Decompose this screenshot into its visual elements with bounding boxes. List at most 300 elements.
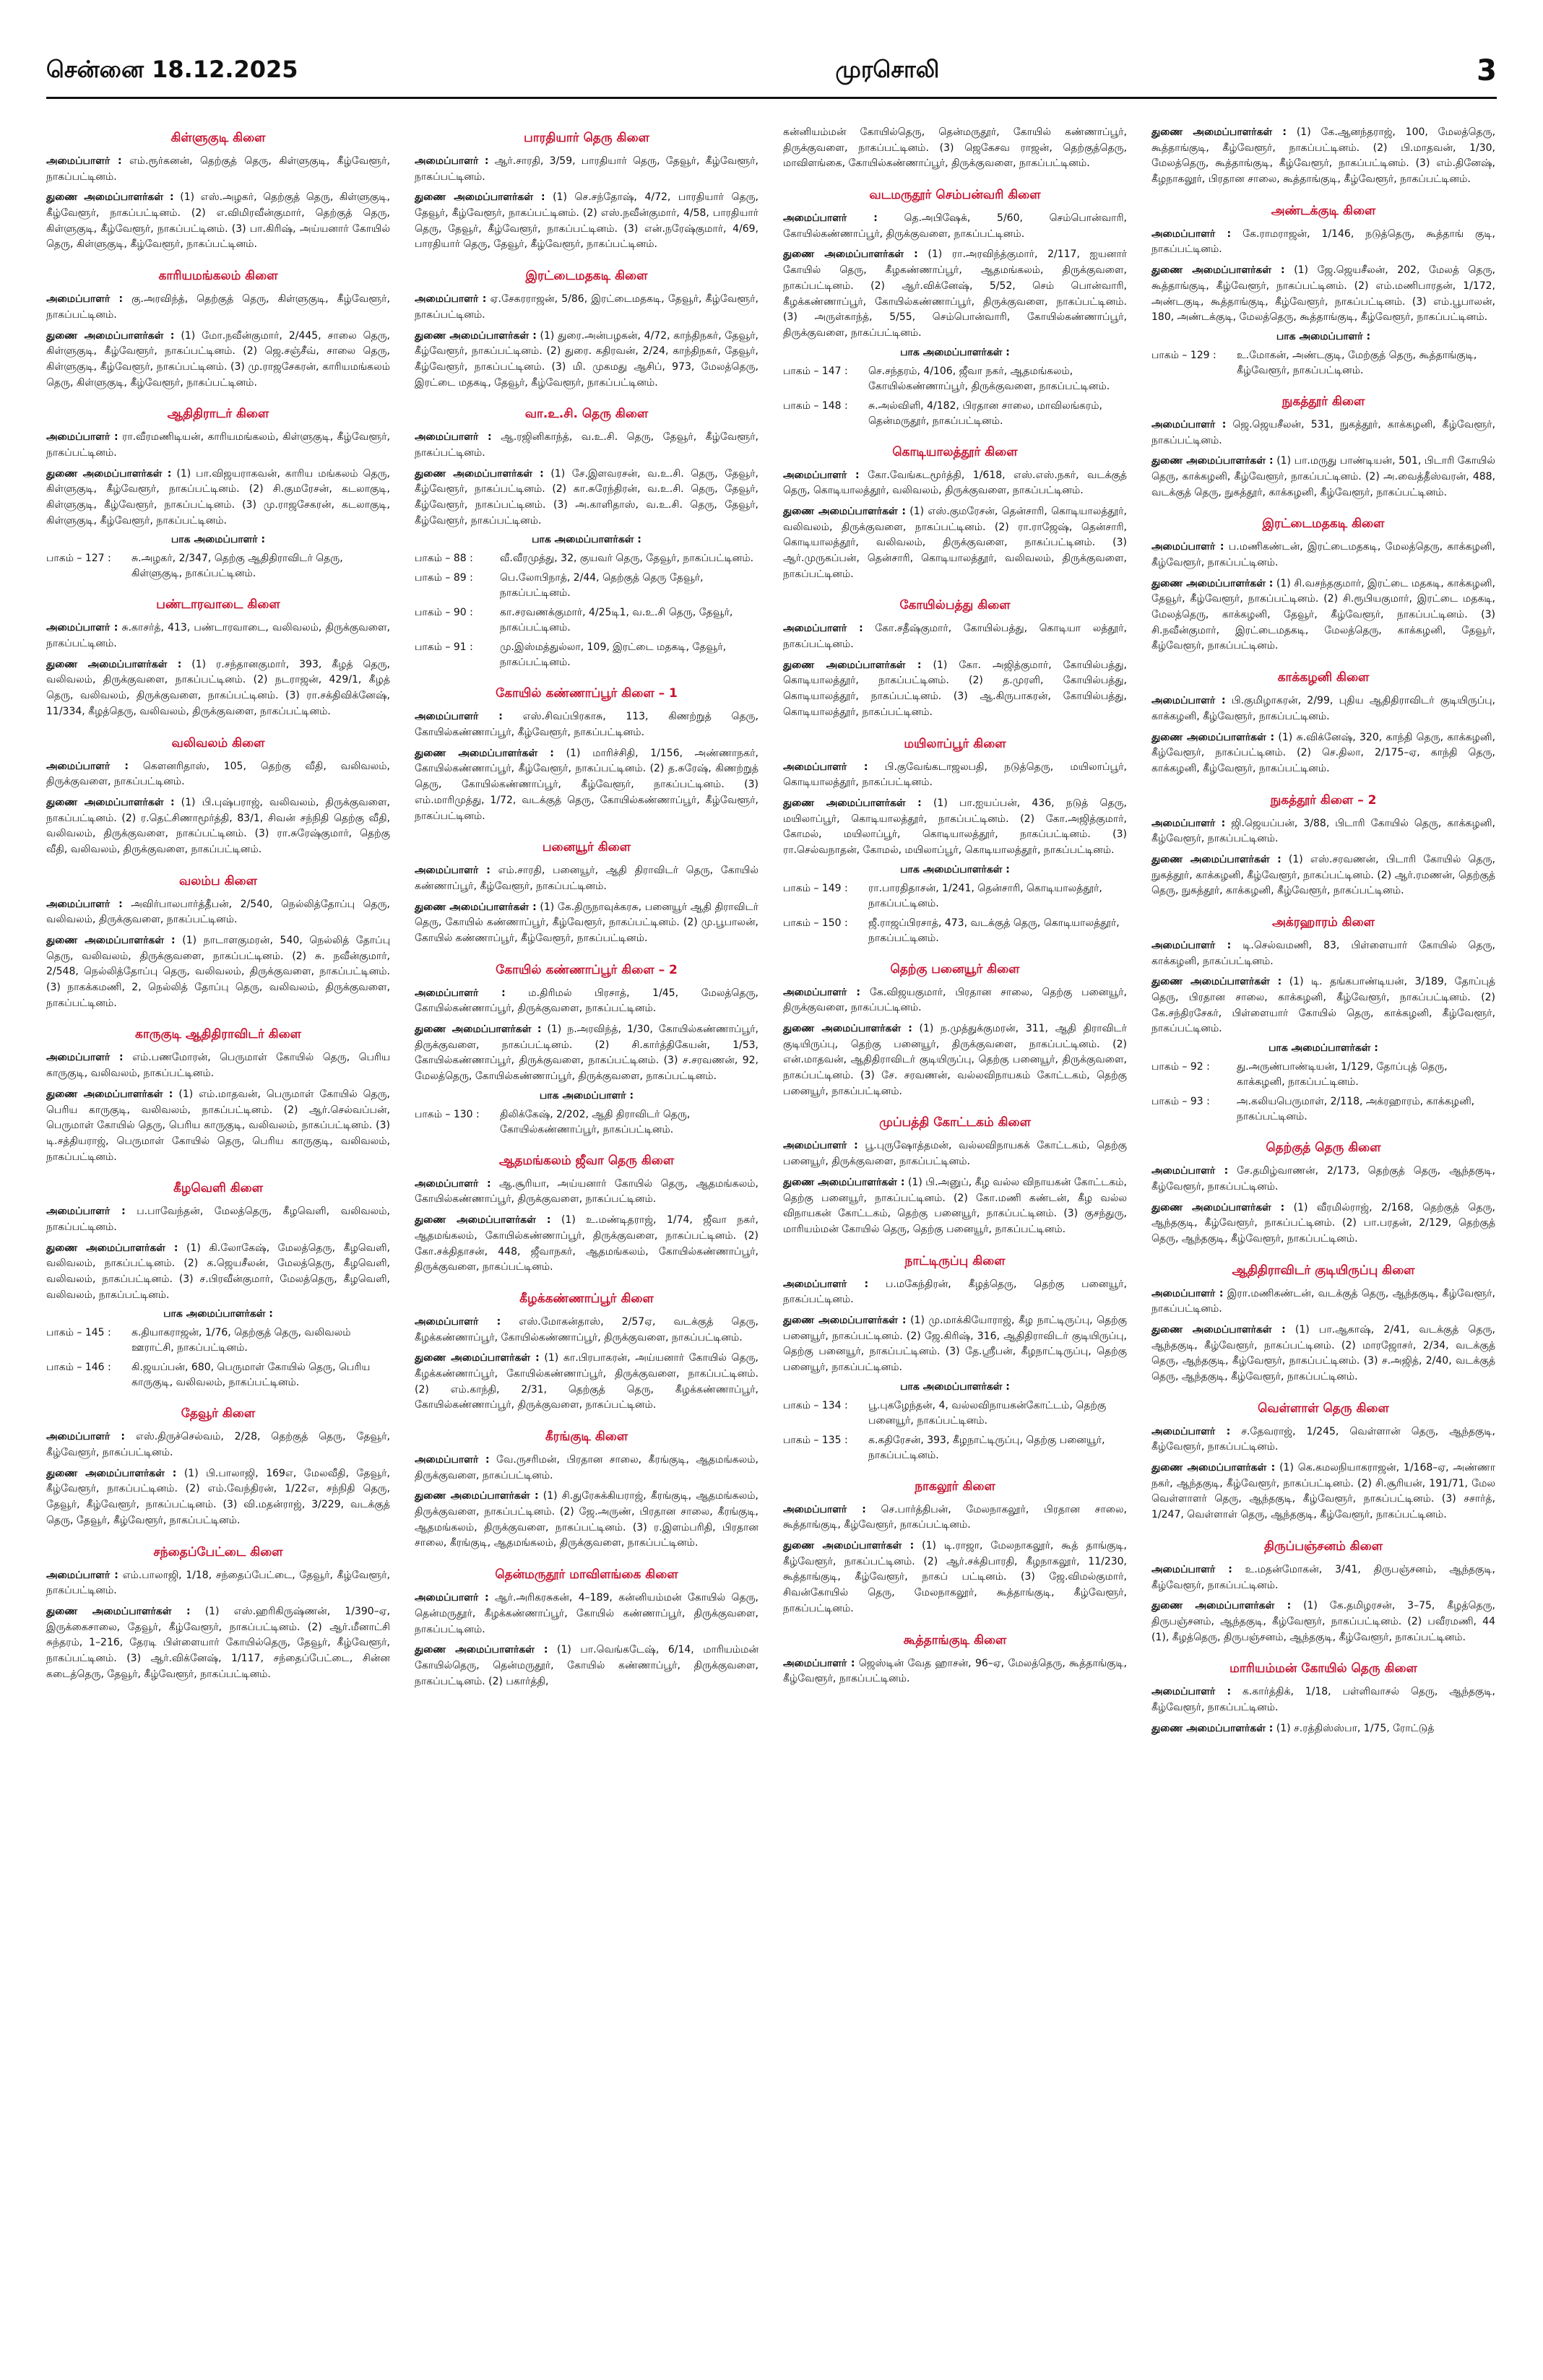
organiser-label: அமைப்பாளர் :	[46, 1206, 126, 1218]
branch-section	[415, 1429, 758, 1552]
organiser-label: அமைப்பாளர் :	[415, 155, 489, 167]
paper-name: முரசொலி	[835, 56, 940, 83]
deputies-label: துணை அமைப்பாளர்கள் :	[1151, 853, 1281, 865]
deputies-label: துணை அமைப்பாளர்கள் :	[46, 1605, 191, 1617]
deputies-label: துணை அமைப்பாளர்கள் :	[415, 747, 554, 759]
deputies-value: (1) கோ. அஜித்குமார், கோயில்பத்து, கொடியாலத்தூர், நாகப்பட்டினம். (2) த.முரளி, கோயில்பத்து, கொடியாலத்தூர், நாகப்பட்டினம். (3) ஆ.கிருபாகரன், கோயில்பத்து, கொடியாலத்தூர், நாகப்பட்டினம்.	[783, 659, 1128, 718]
branch-title: கூத்தாங்குடி கிளை	[903, 1632, 1007, 1648]
deputies-label: துணை அமைப்பாளர்கள் :	[783, 1176, 905, 1188]
organiser-label: அமைப்பாளர் :	[783, 1140, 858, 1152]
issue-date: சென்னை 18.12.2025	[46, 56, 298, 83]
deputies-value: (1) எஸ்.அழகர், தெற்குத் தெரு, கிள்ளுகுடி, கீழ்வேளூர், நாகப்பட்டினம். (2) எ.விமிரவீன்குமார், தெற்குத் தெரு, கிள்ளுகுடி, கீழ்வேளூர், நாகப்பட்டினம். (3) பா.கிரிஷ், அய்யனார் கோயில் தெரு, கிள்ளுகுடி, கீழ்வேளூர், நாகப்பட்டினம்.	[46, 191, 391, 251]
deputies-entry	[415, 329, 758, 391]
section-head-name: பெ.லோபிநாத், 2/44, தெற்குத் தெரு தேவூர், நாகப்பட்டினம்.	[500, 572, 704, 600]
organiser-label: அமைப்பாளர் :	[783, 1657, 855, 1669]
section-row	[783, 916, 1127, 946]
organiser-value: உ.மதன்மோகன், 3/41, திருபஞ்சனம், ஆந்தகுடி, கீழ்வேளூர், நாகப்பட்டினம்.	[1151, 1563, 1495, 1591]
branch-title: கோயில் கண்ணாப்பூர் கிளை – 2	[496, 962, 678, 977]
deputies-entry	[415, 1022, 758, 1085]
organiser-entry	[1151, 1164, 1495, 1195]
deputies-entry	[783, 247, 1127, 341]
branch-title: கீழக்கண்ணாப்பூர் கிளை	[519, 1291, 654, 1306]
section-head-name: ஜீ.ராஜப்பிரசாத், 473, வடக்குத் தெரு, கொடியாலத்தூர், நாகப்பட்டினம்.	[868, 917, 1120, 944]
deputies-label: துணை அமைப்பாளர்கள் :	[783, 505, 906, 517]
deputies-entry	[46, 467, 390, 529]
section-row	[46, 1360, 390, 1390]
branch-title: வலம்ப கிளை	[179, 873, 257, 888]
section-head-name: திலிக்கேஷ், 2/202, ஆதி திராவிடர் தெரு, கோயில்கண்ணாப்பூர், நாகப்பட்டினம்.	[500, 1108, 691, 1135]
organiser-entry	[415, 1315, 758, 1346]
section-heads-heading: பாக அமைப்பாளர்கள் :	[900, 863, 1010, 875]
deputies-value: (1) பி.பாலாஜி, 169எ, மேலவீதி, தேவூர், கீழ்வேளூர், நாகப்பட்டினம். (2) எம்.வேந்திரன், 1/22எ, சந்நிதி தெரு, தேவூர், கீழ்வேளூர், நாகப்பட்டினம். (3) வி.மதன்ராஜ், 3/229, வடக்குத் தெரு, தேவூர், கீழ்வேளூர், நாகப்பட்டினம்.	[46, 1467, 390, 1526]
deputies-value: (1) சு.விக்னேஷ், 320, காந்தி தெரு, காக்கழனி, கீழ்வேளூர், நாகப்பட்டினம். (2) செ.திலா, 2/175–ஏ, காந்தி தெரு, காக்கழனி, கீழ்வேளூர், நாகப்பட்டினம்.	[1151, 731, 1495, 774]
deputies-value: (1) வீரமில்ராஜ், 2/168, தெற்குத் தெரு, ஆந்தகுடி, கீழ்வேளூர், நாகப்பட்டினம். (2) பா.பரதன், 2/129, தெற்குத் தெரு, ஆந்தகுடி, கீழ்வேளூர், நாகப்பட்டினம்.	[1151, 1201, 1495, 1245]
section-row	[1151, 1060, 1495, 1090]
section-row	[1151, 1094, 1495, 1125]
organiser-label: அமைப்பாளர் :	[46, 293, 124, 306]
organiser-entry	[1151, 816, 1495, 847]
organiser-label: அமைப்பாளர் :	[415, 293, 487, 306]
deputies-label: துணை அமைப்பாளர்கள் :	[46, 1088, 173, 1100]
organiser-value: ப.மணிகண்டன், இரட்டைமதகடி, மேலத்தெரு, காக்கழனி, கீழ்வேளூர், நாகப்பட்டினம்.	[1151, 541, 1495, 568]
organiser-value: செ.பார்த்திபன், மேலநாகலூர், பிரதான சாலை, கூத்தாங்குடி, கீழ்வேளூர், நாகப்பட்டினம்.	[783, 1503, 1127, 1531]
organiser-value: எம்.பணமோரன், பெருமாள் கோயில் தெரு, பெரிய காருகுடி, வலிவலம், நாகப்பட்டினம்.	[46, 1052, 390, 1080]
deputies-entry	[415, 467, 758, 529]
branch-section	[46, 736, 390, 858]
branch-title: நாகலூர் கிளை	[915, 1479, 995, 1494]
branch-title: கீழவெளி கிளை	[173, 1181, 264, 1196]
deputies-entry	[415, 1489, 758, 1552]
deputies-value: (1) கே.திருநாவுக்கரசு, பனையூர் ஆதி திராவிடர் தெரு, கோயில் கண்ணாப்பூர், கீழ்வேளூர், நாகப்பட்டினம். (2) மு.பூபாலன், கோயில் கண்ணாப்பூர், கீழ்வேளூர், நாகப்பட்டினம்.	[415, 901, 758, 944]
branch-title: கொடியாலத்தூர் கிளை	[892, 444, 1018, 459]
branch-title: தேவூர் கிளை	[181, 1406, 256, 1421]
deputies-label: துணை அமைப்பாளர்கள் :	[783, 1540, 915, 1552]
branch-section	[46, 1406, 390, 1528]
organiser-label: அமைப்பாளர் :	[415, 865, 490, 877]
deputies-entry	[415, 1213, 758, 1276]
section-heads-heading: பாக அமைப்பாளர் :	[1276, 330, 1371, 342]
organiser-entry	[46, 1568, 390, 1599]
deputies-entry	[1151, 1461, 1495, 1523]
branch-title: வெள்ளாள் தெரு கிளை	[1258, 1401, 1389, 1416]
branch-title: நாட்டிருப்பு கிளை	[904, 1253, 1006, 1268]
deputies-entry	[46, 933, 390, 1011]
masthead	[46, 45, 1497, 99]
branch-title: இரட்டைமதகடி கிளை	[1262, 516, 1385, 532]
deputies-label: துணை அமைப்பாளர்கள் :	[46, 935, 176, 946]
organiser-label: அமைப்பாளர் :	[1151, 228, 1232, 240]
organiser-entry	[1151, 540, 1495, 571]
branch-section	[783, 445, 1127, 583]
branch-title: மயிலாப்பூர் கிளை	[904, 736, 1006, 751]
deputies-value: (1) துரை.அன்பழகன், 4/72, காந்திநகர், தேவூர், கீழ்வேளூர், நாகப்பட்டினம். (2) துரை. கதிரவன், 2/24, காந்திநகர், தேவூர், கீழ்வேளூர், நாகப்பட்டினம். (3) மி. முகமது ஆசிப், 973, மேலத்தெரு, இரட்டை மதகடி, தேவூர், கீழ்வேளூர், நாகப்பட்டினம்.	[415, 329, 759, 389]
section-number: பாகம் – 145 :	[46, 1327, 111, 1339]
organiser-value: டி.செல்வமணி, 83, பிள்ளையார் கோயில் தெரு, காக்கழனி, நாகப்பட்டினம்.	[1151, 940, 1495, 967]
branch-section	[1151, 1263, 1495, 1385]
organiser-label: அமைப்பாளர் :	[46, 431, 118, 443]
branch-section	[1151, 394, 1495, 501]
organiser-label: அமைப்பாளர் :	[1151, 1563, 1232, 1575]
organiser-label: அமைப்பாளர் :	[783, 986, 861, 998]
deputies-label: துணை அமைப்பாளர்கள் :	[1151, 577, 1274, 589]
column-3	[783, 125, 1127, 1752]
section-number: பாகம் – 149 :	[783, 882, 848, 894]
organiser-entry	[1151, 1424, 1495, 1455]
section-row	[783, 1398, 1127, 1429]
deputies-value: (1) சே.இளவரசன், வ.உ.சி. தெரு, தேவூர், கீழ்வேளூர், நாகப்பட்டினம். (2) கா.சுரேந்திரன், வ.உ.சி. தெரு, தேவூர், கீழ்வேளூர், நாகப்பட்டினம். (3) அ.காளிதாஸ், வ.உ.சி. தெரு, தேவூர், கீழ்வேளூர், நாகப்பட்டினம்.	[415, 467, 758, 527]
organiser-value: பி.குமிழாகரன், 2/99, புதிய ஆதிதிராவிடர் குடியிருப்பு, காக்கழனி, கீழ்வேளூர், நாகப்பட்டினம்.	[1151, 695, 1495, 722]
organiser-label: அமைப்பாளர் :	[415, 1592, 489, 1604]
organiser-value: ம.திரிமல் பிரசாத், 1/45, மேலத்தெரு, கோயில்கண்ணாப்பூர், திருக்குவளை, நாகப்பட்டினம்.	[415, 987, 758, 1015]
branch-title: மாரியம்மன் கோயில் தெரு கிளை	[1229, 1661, 1417, 1676]
deputies-entry	[1151, 1721, 1495, 1737]
deputies-label: துணை அமைப்பாளர்கள் :	[1151, 264, 1285, 277]
organiser-entry	[1151, 227, 1495, 258]
branch-section	[46, 269, 390, 391]
deputies-label: துணை அமைப்பாளர்கள் :	[415, 191, 545, 204]
branch-title: முப்பத்தி கோட்டகம் கிளை	[879, 1115, 1031, 1130]
organiser-entry	[415, 430, 758, 461]
organiser-value: இரா.மணிகண்டன், வடக்குத் தெரு, ஆந்தகுடி, கீழ்வேளூர், நாகப்பட்டினம்.	[1151, 1287, 1495, 1315]
deputies-value: (1) எஸ்.ஹரிகிருஷ்ணன், 1/390–ஏ, இருக்கைசாலை, தேவூர், கீழ்வேளூர், நாகப்பட்டினம். (2) ஆர்.மீனாட்சி சுந்தரம், 1–216, தேரடி பிள்ளையார் கோயில்தெரு, தேவூர், கீழ்வேளூர், நாகப்பட்டினம். (3) ஆர்.விக்னேஷ், 1/117, சந்தைப்பேட்டை, சின்ன கடைத்தெரு, தேவூர், கீழ்வேளூர், நாகப்பட்டினம்.	[46, 1605, 390, 1680]
section-heads-heading: பாக அமைப்பாளர்கள் :	[163, 1308, 273, 1320]
organiser-entry	[415, 292, 758, 323]
organiser-entry	[46, 1429, 390, 1461]
section-row	[783, 1433, 1127, 1463]
deputies-label: துணை அமைப்பாளர்கள் :	[783, 1023, 912, 1034]
organiser-label: அமைப்பாளர் :	[1151, 541, 1224, 553]
deputies-value: (1) மு.மாக்கியோராஜ், கீழ நாட்டிருப்பு, தெற்கு பனையூர், நாகப்பட்டினம். (2) ஜே.கிரிஷ், 316, ஆதிதிராவிடர் குடியிருப்பு, தெற்கு பனையூர், நாகப்பட்டினம். (3) தே.ஸ்ரீபன், கீழநாட்டிருப்பு, தெற்கு பனையூர், நாகப்பட்டினம்.	[783, 1314, 1128, 1373]
organiser-entry	[1151, 693, 1495, 724]
branch-title: கிள்ளுகுடி கிளை	[170, 131, 266, 145]
organiser-label: அமைப்பாளர் :	[415, 987, 506, 999]
deputies-label: துணை அமைப்பாளர்கள் :	[415, 467, 544, 480]
deputies-value: (1) டி.ராஜா, மேலநாகலூர், கூத் தாங்குடி, கீழ்வேளூர், நாகப்பட்டினம். (2) ஆர்.சக்திபாரதி, கீழநாகலூர், 11/230, கூத்தாங்குடி, கீழ்வேளூர், நாகப் பட்டினம். (3) ஜே.விமல்குமார், சிவன்கோயில் தெரு, மேலநாகலூர், கூத்தாங்குடி, கீழ்வேளூர், நாகப்பட்டினம்.	[783, 1540, 1127, 1614]
organiser-entry	[46, 430, 390, 461]
branch-section	[415, 269, 758, 391]
organiser-label: அமைப்பாளர் :	[783, 761, 868, 773]
branch-section	[1151, 670, 1495, 776]
section-head-name: மு.இஸ்மத்துல்லா, 109, இரட்டை மதகடி, தேவூர், நாகப்பட்டினம்.	[500, 641, 727, 669]
organiser-value: ப.பாவேந்தன், மேலத்தெரு, கீழவெளி, வலிவலம், நாகப்பட்டினம்.	[46, 1206, 391, 1233]
section-row	[1151, 348, 1495, 378]
deputies-label: துணை அமைப்பாளர்கள் :	[46, 1242, 178, 1254]
section-row	[783, 399, 1127, 429]
deputies-value: (1) எஸ்.குமரேசன், தென்சாரி, கொடியாலத்தூர், வலிவலம், திருக்குவளை, நாகப்பட்டினம். (2) ரா.ராஜேஷ், தென்சாரி, கொடியாலத்தூர், வலிவலம், திருக்குவளை, நாகப்பட்டினம். (3) ஆர்.முருகப்பன், தென்சாரி, கொடியாலத்தூர், வலிவலம், திருக்குவளை, நாகப்பட்டினம்.	[783, 505, 1127, 580]
branch-title: திருப்பஞ்சனம் கிளை	[1263, 1539, 1383, 1554]
section-number: பாகம் – 129 :	[1151, 349, 1216, 361]
organiser-entry	[415, 1453, 758, 1484]
section-number: பாகம் – 130 :	[415, 1108, 480, 1120]
branch-section	[46, 131, 390, 253]
organiser-value: ஆர்.அரிகரசுகன், 4–189, கன்னியம்மன் கோயில் தெரு, தென்மருதூர், கீழக்கண்ணாப்பூர், கோயில் கண்ணாப்பூர், திருக்குவளை, நாகப்பட்டினம்.	[415, 1592, 758, 1635]
deputies-label: துணை அமைப்பாளர்கள் :	[1151, 1600, 1292, 1612]
deputies-label: துணை அமைப்பாளர்கள் :	[415, 1214, 551, 1226]
deputies-entry	[1151, 852, 1495, 899]
deputies-entry	[46, 1466, 390, 1529]
branch-section	[415, 963, 758, 1138]
organiser-label: அமைப்பாளர் :	[1151, 817, 1226, 829]
section-row	[46, 551, 390, 581]
organiser-label: அமைப்பாளர் :	[1151, 1686, 1232, 1698]
organiser-label: அமைப்பாளர் :	[783, 1503, 866, 1515]
section-heads-heading: பாக அமைப்பாளர்கள் :	[900, 1380, 1010, 1393]
deputies-label: துணை அமைப்பாளர்கள் :	[1151, 455, 1274, 467]
branch-title: வலிவலம் கிளை	[171, 735, 265, 750]
organiser-label: அமைப்பாளர் :	[415, 1454, 490, 1466]
deputies-value: (1) நாடாளகுமரன், 540, நெல்லித் தோப்பு தெரு, வலிவலம், திருக்குவளை, நாகப்பட்டினம். (2) சு. நவீன்குமார், 2/548, நெல்லித்தோப்பு தெரு, வலிவலம், திருக்குவளை, நாகப்பட்டினம். (3) நாகக்கமணி, 2, நெல்லித் தோப்பு தெரு, வலிவலம், திருக்குவளை, நாகப்பட்டினம்.	[46, 935, 391, 1009]
deputies-value: (1) ச.ரத்திஸ்ஸ்பா, 1/75, ரோட்டுத்	[1276, 1722, 1435, 1734]
branch-title: பாரதியார் தெரு கிளை	[524, 131, 649, 145]
section-head-name: சு.அழகர், 2/347, தெற்கு ஆதிதிராவிடர் தெரு, கிள்ளுகுடி, நாகப்பட்டினம்.	[131, 553, 343, 580]
organiser-entry	[783, 621, 1127, 652]
deputies-value: (1) டி. தங்கபாண்டியன், 3/189, தோப்புத் தெரு, பிரதான சாலை, காக்கழனி, கீழ்வேளூர், நாகப்பட்டினம். (2) கே.சந்திரசேகர், பிள்ளையார் கோயில் தெரு, காக்கழனி, கீழ்வேளூர், நாகப்பட்டினம்.	[1151, 976, 1496, 1035]
branch-title: ஆதிதிராவிடர் குடியிருப்பு கிளை	[1232, 1263, 1415, 1278]
organiser-value: ப.மகேந்திரன், கீழத்தெரு, தெற்கு பனையூர், நாகப்பட்டினம்.	[783, 1278, 1127, 1306]
deputies-label: துணை அமைப்பாளர்கள் :	[415, 1490, 539, 1502]
section-head-name: கி.ஜயப்பன், 680, பெருமாள் கோயில் தெரு, பெரிய காருகுடி, வலிவலம், நாகப்பட்டினம்.	[131, 1362, 371, 1389]
branch-section	[46, 1181, 390, 1390]
section-number: பாகம் – 93 :	[1151, 1096, 1210, 1108]
organiser-value: எஸ்.மோகன்தாஸ், 2/57ஏ, வடக்குத் தெரு, கீழக்கண்ணாப்பூர், கோயில்கண்ணாப்பூர், திருக்குவளை, நாகப்பட்டினம்.	[415, 1315, 758, 1343]
deputies-label: துணை அமைப்பாளர்கள் :	[1151, 731, 1275, 743]
section-head-name: அ.கலியபெருமாள், 2/118, அக்ரஹாரம், காக்கழனி, நாகப்பட்டினம்.	[1237, 1096, 1475, 1123]
organiser-entry	[46, 292, 390, 323]
organiser-label: அமைப்பாளர் :	[46, 760, 129, 772]
branch-title: நுகத்தூர் கிளை	[1281, 394, 1365, 409]
section-row	[415, 605, 758, 636]
section-number: பாகம் – 134 :	[783, 1399, 848, 1411]
deputies-value: (1) பா.விஜயராகவன், காரிய மங்கலம் தெரு, கிள்ளுகுடி, கீழ்வேளூர், நாகப்பட்டினம். (2) சி.குமரேசன், கடலாகுடி, கிள்ளுகுடி, கீழ்வேளூர், நாகப்பட்டினம். (3) மு.ராஜசேகரன், கடலாகுடி, கிள்ளுகுடி, கீழ்வேளூர், நாகப்பட்டினம்.	[46, 467, 390, 527]
organiser-entry	[1151, 1286, 1495, 1317]
branch-section	[1151, 915, 1495, 1125]
deputies-entry	[1151, 730, 1495, 777]
deputies-entry	[1151, 125, 1495, 188]
deputies-entry	[783, 796, 1127, 859]
deputies-value: (1) செ.சந்தோஷ், 4/72, பாரதியார் தெரு, தேவூர், கீழ்வேளூர், நாகப்பட்டினம். (2) எஸ்.நவீன்குமார், 4/58, பாரதியார் தெரு, தேவூர், கீழ்வேளூர், நாகப்பட்டினம். (3) என்.நரேஷ்குமார், 4/69, பாரதியார் தெரு, தேவூர், கீழ்வேளூர், நாகப்பட்டினம்.	[415, 191, 758, 251]
deputies-entry	[415, 746, 758, 824]
deputies-entry	[1151, 576, 1495, 654]
organiser-entry	[415, 709, 758, 740]
deputies-entry	[415, 1643, 758, 1689]
section-number: பாகம் – 146 :	[46, 1362, 111, 1374]
branch-title: தென்மருதூர் மாவிளங்கை கிளை	[495, 1567, 678, 1583]
organiser-label: அமைப்பாளர் :	[46, 1052, 124, 1064]
organiser-entry	[1151, 938, 1495, 969]
deputies-entry	[415, 190, 758, 253]
branch-section	[783, 1479, 1127, 1617]
section-number: பாகம் – 88 :	[415, 553, 473, 565]
deputies-entry	[783, 504, 1127, 582]
section-head-name: உ.மோகன், அண்டகுடி, மேற்குத் தெரு, கூத்தாங்குடி, கீழ்வேளூர், நாகப்பட்டினம்.	[1237, 349, 1477, 376]
organiser-entry	[415, 154, 758, 185]
deputies-entry	[46, 1604, 390, 1682]
deputies-entry	[46, 190, 390, 253]
branch-title: காருகுடி ஆதிதிராவிடர் கிளை	[134, 1027, 301, 1042]
deputies-label: துணை அமைப்பாளர்கள் :	[1151, 1201, 1285, 1213]
deputies-entry	[1151, 454, 1495, 501]
section-heads-heading: பாக அமைப்பாளர்கள் :	[900, 346, 1010, 358]
section-number: பாகம் – 91 :	[415, 641, 473, 654]
branch-section	[46, 1027, 390, 1165]
organiser-value: பூ.புருஷோத்தமன், வல்லவிநாயகக் கோட்டகம், தெற்கு பனையூர், திருக்குவளை, நாகப்பட்டினம்.	[783, 1140, 1127, 1168]
organiser-label: அமைப்பாளர் :	[46, 622, 118, 634]
branch-section	[1151, 125, 1495, 188]
section-number: பாகம் – 89 :	[415, 572, 473, 584]
branch-section	[783, 188, 1127, 429]
organiser-label: அமைப்பாளர் :	[415, 1315, 501, 1328]
page-number: 3	[1477, 54, 1497, 87]
section-number: பாகம் – 135 :	[783, 1434, 848, 1446]
section-row	[415, 571, 758, 601]
organiser-value: க.கார்த்திக், 1/18, பள்ளிவாசல் தெரு, ஆந்தகுடி, கீழ்வேளூர், நாகப்பட்டினம்.	[1151, 1686, 1495, 1713]
branch-title: வடமருதூர் செம்பன்வரி கிளை	[869, 188, 1041, 203]
branch-section	[415, 1291, 758, 1414]
organiser-value: கோ.சதீஷ்குமார், கோயில்பத்து, கொடியா லத்தூர், நாகப்பட்டினம்.	[783, 623, 1127, 651]
branch-section	[783, 962, 1127, 1100]
deputies-label: துணை அமைப்பாளர்கள் :	[415, 1352, 540, 1364]
organiser-entry	[783, 1277, 1127, 1308]
deputies-value: (1) கெ.கமலநியாகராஜன், 1/168–ஏ, அண்ணா நகர், ஆந்தகுடி, கீழ்வேளூர், நாகப்பட்டினம். (2) சி.சூரியன், 191/71, மேல வெள்ளாளர் தெரு, ஆந்தகுடி, கீழ்வேளூர், நாகப்பட்டினம். (3) சசார்த், 1/247, வெள்ளாள் தெரு, ஆந்தகுடி, கீழ்வேளூர், நாகப்பட்டினம்.	[1151, 1462, 1496, 1521]
deputies-entry	[1151, 1598, 1495, 1645]
branch-section	[783, 1633, 1127, 1687]
deputies-label: துணை அமைப்பாளர்கள் :	[46, 191, 174, 204]
branch-section	[1151, 1539, 1495, 1645]
organiser-value: எஸ்.சிவப்பிரகாசு, 113, கிணற்றுத் தெரு, கோயில்கண்ணாப்பூர், கீழ்வேளூர், நாகப்பட்டினம்.	[415, 711, 758, 739]
deputies-entry	[415, 900, 758, 947]
branch-title: அக்ரஹாரம் கிளை	[1271, 915, 1375, 930]
section-number: பாகம் – 127 :	[46, 553, 111, 565]
branch-section	[46, 1545, 390, 1683]
organiser-value: கு.அரவிந்த், தெற்குத் தெரு, கிள்ளுகுடி, கீழ்வேளூர், நாகப்பட்டினம்.	[46, 293, 390, 321]
organiser-label: அமைப்பாளர் :	[415, 431, 492, 443]
section-head-name: க.தியாகராஜன், 1/76, தெற்குத் தெரு, வலிவலம் ஊராட்சி, நாகப்பட்டினம்.	[131, 1327, 351, 1354]
section-head-name: ரா.பாரதிதாசன், 1/241, தென்சாரி, கொடியாலத்தூர், நாகப்பட்டினம்.	[868, 882, 1102, 909]
section-row	[46, 1325, 390, 1356]
organiser-value: எஸ்.திருச்செல்வம், 2/28, தெற்குத் தெரு, தேவூர், கீழ்வேளூர், நாகப்பட்டினம்.	[46, 1431, 390, 1459]
organiser-entry	[415, 986, 758, 1017]
deputies-entry	[46, 795, 390, 858]
deputies-value: (1) ஜே.ஜெயசீலன், 202, மேலத் தெரு, கூத்தாங்குடி, கீழ்வேளூர், நாகப்பட்டினம். (2) எம்.மணிபாரதன், 1/172, அண்டகுடி, கூத்தாங்குடி, கீழ்வேளூர், நாகப்பட்டினம். (3) எம்.பூபாலன், 180, அண்டக்குடி, மேலத்தெரு, கூத்தாங்குடி, கீழ்வேளூர், நாகப்பட்டினம்.	[1151, 264, 1495, 324]
branch-title: கோயில் கண்ணாப்பூர் கிளை – 1	[496, 686, 678, 701]
deputies-value: (1) ரா.அரவிந்த்குமார், 2/117, ஐயனார் கோயில் தெரு, கீழகண்ணாப்பூர், ஆதமங்கலம், திருக்குவளை, நாகப்பட்டினம். (2) ஆர்.விக்னேஷ், 5/52, செம் பொன்வாரி, கீழக்கண்ணாப்பூர், கோயில்கண்ணாப்பூர், திருக்குவளை, நாகப்பட்டினம். (3) அருள்காந்த், 5/55, செம்பொன்வாரி, கோயில்கண்ணாப்பூர், திருக்குவளை, நாகப்பட்டினம்.	[783, 248, 1128, 339]
organiser-value: கே.ராமராஜன், 1/146, நடுத்தெரு, கூத்தாங் குடி, நாகப்பட்டினம்.	[1151, 228, 1495, 256]
section-heads-heading: பாக அமைப்பாளர்கள் :	[1268, 1042, 1378, 1055]
deputies-label: துணை அமைப்பாளர்கள் :	[783, 797, 922, 809]
section-number: பாகம் – 92 :	[1151, 1061, 1210, 1073]
organiser-label: அமைப்பாளர் :	[46, 1569, 118, 1581]
organiser-entry	[46, 897, 390, 928]
organiser-value: எம்.பாலாஜி, 1/18, சந்தைப்பேட்டை, தேவூர், கீழ்வேளூர், நாகப்பட்டினம்.	[46, 1569, 390, 1597]
deputies-value: (1) பா.வெங்கடேஷ், 6/14, மாரியம்மன் கோயில்தெரு, தென்மருதூர், கோயில் கண்ணாப்பூர், திருக்குவளை, நாகப்பட்டினம். (2) பகார்த்தி,	[415, 1644, 759, 1687]
section-heads-heading: பாக அமைப்பாளர் :	[170, 534, 266, 546]
deputies-value: (1) பி.புஷ்பராஜ், வலிவலம், திருக்குவளை, நாகப்பட்டினம். (2) ர.தெட்சிணாமூர்த்தி, 83/1, சிவன் சந்நிதி தெற்கு வீதி, வலிவலம், திருக்குவளை, நாகப்பட்டினம். (3) ரா.சுரேஷ்குமார், தெற்கு வீதி, வலிவலம், திருக்குவளை, நாகப்பட்டினம்.	[46, 796, 391, 855]
branch-section	[1151, 204, 1495, 378]
organiser-entry	[783, 468, 1127, 499]
organiser-label: அமைப்பாளர் :	[1151, 1425, 1231, 1437]
section-row	[783, 364, 1127, 394]
deputies-entry	[1151, 1200, 1495, 1247]
section-head-name: வீ.வீரமுத்து, 32, குயவர் தெரு, தேவூர், நாகப்பட்டினம்.	[500, 553, 754, 565]
organiser-entry	[1151, 1562, 1495, 1593]
branch-title: பண்டாரவாடை கிளை	[156, 597, 280, 613]
organiser-entry	[783, 1656, 1127, 1687]
organiser-value: ஆர்.சாரதி, 3/59, பாரதியார் தெரு, தேவூர், கீழ்வேளூர், நாகப்பட்டினம்.	[415, 155, 759, 183]
organiser-label: அமைப்பாளர் :	[415, 1177, 491, 1190]
organiser-value: கோ.வேங்கடமூர்த்தி, 1/618, எஸ்.எஸ்.நகர், வடக்குத் தெரு, கொடியாலத்தூர், வலிவலம், திருக்குவளை, நாகப்பட்டினம்.	[783, 469, 1128, 497]
section-row	[415, 1107, 758, 1138]
deputies-value: (1) பி.அனுப், கீழ வல்ல விநாயகன் கோட்டகம், தெற்கு பனையூர், நாகப்பட்டினம். (2) கோ.மணி கண்டன், கீழ வல்ல விநாயகன் கோட்டகம், தெற்கு பனையூர், நாகப்பட்டினம். (3) குசந்துரு, மாரியம்மன் கோயில் தெரு, தெற்கு பனையூர், நாகப்பட்டினம்.	[783, 1176, 1128, 1235]
organiser-value: சு.காசர்த், 413, பண்டாரவாடை, வலிவலம், திருக்குவளை, நாகப்பட்டினம்.	[46, 622, 390, 650]
organiser-value: பி.குவேங்கடாஜலபதி, நடுத்தெரு, மயிலாப்பூர், கொடியாலத்தூர், நாகப்பட்டினம்.	[783, 761, 1127, 789]
deputies-value: (1) ந.முத்துக்குமரன், 311, ஆதி திராவிடர் குடியிருப்பு, தெற்கு பனையூர், திருக்குவளை, நாகப்பட்டினம். (2) என்.மாதவன், ஆதிதிராவிடர் குடியிருப்பு, தெற்கு பனையூர், திருக்குவளை, நாகப்பட்டினம். (3) சே. சரவணன், வல்லவிநாயகம் கோட்டகம், தெற்கு பனையூர், நாகப்பட்டினம்.	[783, 1023, 1127, 1097]
deputies-label: துணை அமைப்பாளர்கள் :	[415, 329, 537, 342]
branch-section	[783, 598, 1127, 720]
organiser-label: அமைப்பாளர் :	[415, 711, 503, 723]
deputies-label: துணை அமைப்பாளர்கள் :	[1151, 976, 1282, 988]
deputies-entry	[783, 1313, 1127, 1376]
section-number: பாகம் – 148 :	[783, 399, 848, 412]
organiser-label: அமைப்பாளர் :	[783, 1278, 869, 1290]
deputies-value: (1) பா.ஐயப்பன், 436, நடுத் தெரு, மயிலாப்பூர், கொடியாலத்தூர், நாகப்பட்டினம். (2) கோ.அஜித்குமார், கோமல், மயிலாப்பூர், கொடியாலத்தூர், நாகப்பட்டினம். (3) ரா.செல்வநாதன், கோமல், மயிலாப்பூர், கொடியாலத்தூர், நாகப்பட்டினம்.	[783, 797, 1127, 856]
organiser-label: அமைப்பாளர் :	[1151, 940, 1232, 951]
organiser-value: ரா.வீரமணிடியன், காரியமங்கலம், கிள்ளுகுடி, கீழ்வேளூர், நாகப்பட்டினம்.	[46, 431, 390, 459]
deputies-entry	[783, 1175, 1127, 1238]
deputies-entry	[783, 658, 1127, 721]
branch-section	[415, 1154, 758, 1276]
organiser-label: அமைப்பாளர் :	[1151, 695, 1226, 707]
deputies-entry	[415, 1351, 758, 1414]
deputies-entry	[46, 1241, 390, 1304]
deputies-label: துணை அமைப்பாளர்கள் :	[46, 467, 172, 480]
section-row	[415, 551, 758, 566]
branch-section	[415, 407, 758, 670]
organiser-entry	[783, 985, 1127, 1016]
branch-section	[1151, 1141, 1495, 1247]
organiser-entry	[1151, 1684, 1495, 1715]
branch-title: சந்தைப்பேட்டை கிளை	[153, 1544, 283, 1559]
organiser-entry	[415, 863, 758, 894]
organiser-entry	[783, 211, 1127, 242]
branch-section	[1151, 516, 1495, 654]
section-row	[415, 640, 758, 670]
deputies-entry	[1151, 974, 1495, 1037]
organiser-entry	[783, 1502, 1127, 1533]
organiser-value: ஆ.ரஜினிகாந்த், வ.உ.சி. தெரு, தேவூர், கீழ்வேளூர், நாகப்பட்டினம்.	[415, 431, 758, 459]
deputies-entry	[46, 1087, 390, 1165]
section-head-name: து.அருண்பாண்டியன், 1/129, தோப்புத் தெரு, காக்கழனி, நாகப்பட்டினம்.	[1237, 1061, 1448, 1089]
branch-title: ஆதிதிராடர் கிளை	[167, 407, 269, 422]
branch-section	[415, 840, 758, 946]
deputies-label: துணை அமைப்பாளர்கள் :	[1151, 1722, 1274, 1734]
deputies-value: (1) உ.மண்டிதராஜ், 1/74, ஜீவா நகர், ஆதமங்கலம், கோயில்கண்ணாப்பூர், திருக்குவளை, நாகப்பட்டினம். (2) கோ.சக்திதாசன், 448, ஜீவாநகர், ஆதமங்கலம், கோயில்கண்ணாப்பூர், திருக்குவளை, நாகப்பட்டினம்.	[415, 1214, 758, 1273]
section-head-name: செ.சந்தரம், 4/106, ஜீவா நகர், ஆதமங்கலம், கோயில்கண்ணாப்பூர், திருக்குவளை, நாகப்பட்டினம்.	[868, 365, 1110, 392]
deputies-value: (1) கி.லோகேஷ், மேலத்தெரு, கீழவெளி, வலிவலம், நாகப்பட்டினம். (2) க.ஜெயசீலன், மேலத்தெரு, கீழவெளி, வலிவலம், நாகப்பட்டினம். (3) ச.பிரவீன்குமார், மேலத்தெரு, கீழவெளி, வலிவலம், நாகப்பட்டினம்.	[46, 1242, 391, 1301]
organiser-entry	[46, 620, 390, 652]
organiser-value: ச.தேவராஜ், 1/245, வெள்ளான் தெரு, ஆந்தகுடி, கீழ்வேளூர், நாகப்பட்டினம்.	[1151, 1425, 1495, 1453]
branch-section	[1151, 1401, 1495, 1523]
section-head-name: சு.அல்விளி, 4/182, பிரதான சாலை, மாவிலங்கரம், தென்மருதூர், நாகப்பட்டினம்.	[868, 399, 1102, 427]
organiser-label: அமைப்பாளர் :	[783, 212, 878, 225]
organiser-value: ஜி.ஜெயப்பன், 3/88, பிடாரி கோயில் தெரு, காக்கழனி, கீழ்வேளூர், நாகப்பட்டினம்.	[1151, 817, 1495, 845]
branch-title: காக்கழனி கிளை	[1277, 670, 1370, 685]
branch-title: கீரங்குடி கிளை	[545, 1429, 628, 1444]
organiser-value: எம்.ரூர்கனன், தெற்குத் தெரு, கிள்ளுகுடி, கீழ்வேளூர், நாகப்பட்டினம்.	[46, 155, 390, 183]
organiser-value: ஜெ.ஜெயசீலன், 531, நுகத்தூர், காக்கழனி, கீழ்வேளூர், நாகப்பட்டினம்.	[1151, 418, 1495, 446]
deputies-value: (1) எஸ்.சரவணன், பிடாரி கோயில் தெரு, நுகத்தூர், காக்கழனி, கீழ்வேளூர், நாகப்பட்டினம். (2) ஆர்.ரமணன், தெற்குத் தெரு, நுகத்தூர், காக்கழனி, கீழ்வேளூர், நாகப்பட்டினம்.	[1151, 853, 1495, 897]
deputies-entry	[46, 329, 390, 391]
organiser-label: அமைப்பாளர் :	[783, 623, 863, 635]
